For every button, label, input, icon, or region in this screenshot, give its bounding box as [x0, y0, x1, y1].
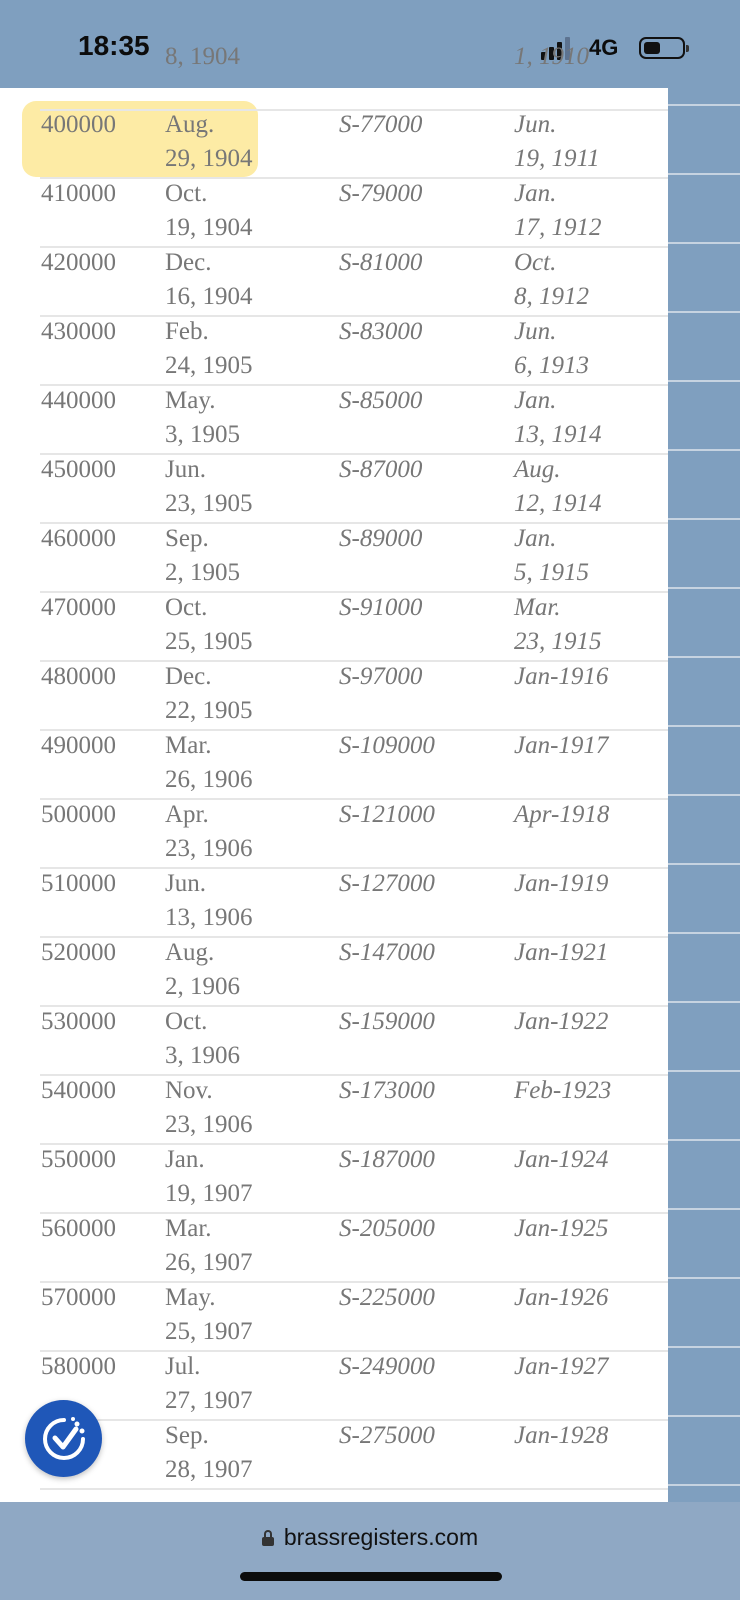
browser-bottom-bar[interactable]: [0, 1502, 740, 1600]
s-date-cell: Jan-1928: [514, 1422, 609, 1449]
table-row: [40, 315, 668, 386]
date-cell: 8, 1904: [165, 43, 240, 70]
s-date-cell: Oct. 8, 1912: [514, 249, 589, 310]
row-divider: [668, 794, 740, 796]
network-type-label: 4G: [589, 35, 619, 60]
date-cell: Dec. 22, 1905: [165, 663, 253, 724]
s-date-cell: Jun. 6, 1913: [514, 318, 589, 379]
s-date-cell: Jan-1916: [514, 663, 609, 690]
table-row: [40, 1212, 668, 1283]
table-row: [40, 522, 668, 593]
s-number-cell: S-187000: [339, 1146, 435, 1173]
table-row: [40, 798, 668, 869]
s-number-cell: S-159000: [339, 1008, 435, 1035]
row-divider: [668, 725, 740, 727]
date-cell: Mar. 26, 1906: [165, 732, 253, 793]
s-number-cell: S-81000: [339, 249, 423, 276]
serial-number-cell: 470000: [41, 594, 116, 621]
s-number-cell: S-173000: [339, 1077, 435, 1104]
address-bar[interactable]: [0, 1524, 740, 1551]
serial-number-cell: 540000: [41, 1077, 116, 1104]
s-number-cell: S-275000: [339, 1422, 435, 1449]
row-divider: [668, 380, 740, 382]
row-divider: [668, 1277, 740, 1279]
serial-number-cell: 420000: [41, 249, 116, 276]
row-divider: [668, 587, 740, 589]
s-date-cell: Apr-1918: [514, 801, 610, 828]
row-divider: [668, 173, 740, 175]
row-divider: [668, 1484, 740, 1486]
row-divider: [668, 863, 740, 865]
date-cell: May. 3, 1905: [165, 387, 240, 448]
s-number-cell: S-85000: [339, 387, 423, 414]
date-cell: Aug. 2, 1906: [165, 939, 240, 1000]
row-divider: [668, 311, 740, 313]
table-row: [40, 177, 668, 248]
serial-number-cell: 530000: [41, 1008, 116, 1035]
row-divider: [668, 656, 740, 658]
s-date-cell: Jan-1924: [514, 1146, 609, 1173]
serial-number-cell: 510000: [41, 870, 116, 897]
date-cell: Jul. 27, 1907: [165, 1353, 253, 1414]
table-row: [40, 660, 668, 731]
s-date-cell: Jan. 5, 1915: [514, 525, 589, 586]
accessibility-icon: [39, 1414, 89, 1464]
date-cell: Oct. 3, 1906: [165, 1008, 240, 1069]
row-divider: [668, 1346, 740, 1348]
table-row: [40, 1281, 668, 1352]
table-row: [40, 1350, 668, 1421]
serial-number-cell: 460000: [41, 525, 116, 552]
date-cell: Oct. 19, 1904: [165, 180, 253, 241]
table-row: [40, 936, 668, 1007]
s-number-cell: S-79000: [339, 180, 423, 207]
s-date-cell: Jun. 19, 1911: [514, 111, 600, 172]
serial-number-cell: 410000: [41, 180, 116, 207]
date-cell: Sep. 2, 1905: [165, 525, 240, 586]
s-number-cell: S-249000: [339, 1353, 435, 1380]
s-date-cell: Jan. 17, 1912: [514, 180, 602, 241]
serial-number-cell: 520000: [41, 939, 116, 966]
s-number-cell: S-121000: [339, 801, 435, 828]
s-number-cell: S-83000: [339, 318, 423, 345]
serial-number-cell: 430000: [41, 318, 116, 345]
page-margin: [668, 88, 740, 1502]
row-divider: [668, 104, 740, 106]
s-date-cell: Feb-1923: [514, 1077, 612, 1104]
accessibility-button[interactable]: [25, 1400, 102, 1477]
row-divider: [668, 1415, 740, 1417]
serial-number-cell: 550000: [41, 1146, 116, 1173]
row-divider: [668, 932, 740, 934]
date-cell: Apr. 23, 1906: [165, 801, 253, 862]
s-number-cell: S-109000: [339, 732, 435, 759]
status-time: 18:35: [78, 30, 150, 61]
s-number-cell: S-97000: [339, 663, 423, 690]
date-cell: Dec. 16, 1904: [165, 249, 253, 310]
table-row: [40, 1143, 668, 1214]
date-cell: Aug. 29, 1904: [165, 111, 253, 172]
date-cell: Oct. 25, 1905: [165, 594, 253, 655]
serial-number-cell: 440000: [41, 387, 116, 414]
serial-number-cell: 560000: [41, 1215, 116, 1242]
s-date-cell: Mar. 23, 1915: [514, 594, 602, 655]
date-cell: Sep. 28, 1907: [165, 1422, 253, 1483]
s-date-cell: Jan. 13, 1914: [514, 387, 602, 448]
table-row-partial: [40, 40, 668, 111]
serial-number-cell: 570000: [41, 1284, 116, 1311]
date-cell: Jan. 19, 1907: [165, 1146, 253, 1207]
date-cell: May. 25, 1907: [165, 1284, 253, 1345]
row-divider: [668, 1001, 740, 1003]
home-indicator[interactable]: [240, 1572, 502, 1581]
date-cell: Nov. 23, 1906: [165, 1077, 253, 1138]
row-divider: [668, 449, 740, 451]
date-cell: Feb. 24, 1905: [165, 318, 253, 379]
row-divider: [668, 242, 740, 244]
table-row: [40, 1005, 668, 1076]
table-row: [40, 1419, 668, 1490]
s-date-cell: Jan-1917: [514, 732, 609, 759]
s-date-cell: Jan-1927: [514, 1353, 609, 1380]
s-number-cell: S-127000: [339, 870, 435, 897]
row-divider: [668, 518, 740, 520]
table-row: [40, 384, 668, 455]
row-divider: [668, 1139, 740, 1141]
s-number-cell: S-89000: [339, 525, 423, 552]
s-number-cell: S-87000: [339, 456, 423, 483]
table-row: [40, 729, 668, 800]
url-text: brassregisters.com: [283, 1524, 479, 1550]
s-date-cell: Jan-1926: [514, 1284, 609, 1311]
s-number-cell: S-91000: [339, 594, 423, 621]
s-number-cell: S-205000: [339, 1215, 435, 1242]
table-row: [40, 246, 668, 317]
date-cell: Mar. 26, 1907: [165, 1215, 253, 1276]
serial-number-cell: 450000: [41, 456, 116, 483]
serial-number-cell: 580000: [41, 1353, 116, 1380]
s-date-cell: Jan-1922: [514, 1008, 609, 1035]
date-cell: Jun. 13, 1906: [165, 870, 253, 931]
serial-number-cell: 500000: [41, 801, 116, 828]
row-divider: [668, 1070, 740, 1072]
serial-number-cell: 480000: [41, 663, 116, 690]
serial-number-cell: 400000: [41, 111, 116, 138]
serial-number-cell: 490000: [41, 732, 116, 759]
s-date-cell: Jan-1919: [514, 870, 609, 897]
date-cell: Jun. 23, 1905: [165, 456, 253, 517]
table-row: [40, 453, 668, 524]
s-date-cell: Aug. 12, 1914: [514, 456, 602, 517]
s-number-cell: S-147000: [339, 939, 435, 966]
s-date-cell: 1, 1910: [514, 43, 589, 70]
table-row: [40, 591, 668, 662]
row-divider: [668, 1208, 740, 1210]
table-row: [40, 108, 668, 179]
table-row: [40, 867, 668, 938]
lock-icon: [262, 1530, 274, 1546]
table-row: [40, 1074, 668, 1145]
s-date-cell: Jan-1921: [514, 939, 609, 966]
s-number-cell: S-225000: [339, 1284, 435, 1311]
s-number-cell: S-77000: [339, 111, 423, 138]
s-date-cell: Jan-1925: [514, 1215, 609, 1242]
